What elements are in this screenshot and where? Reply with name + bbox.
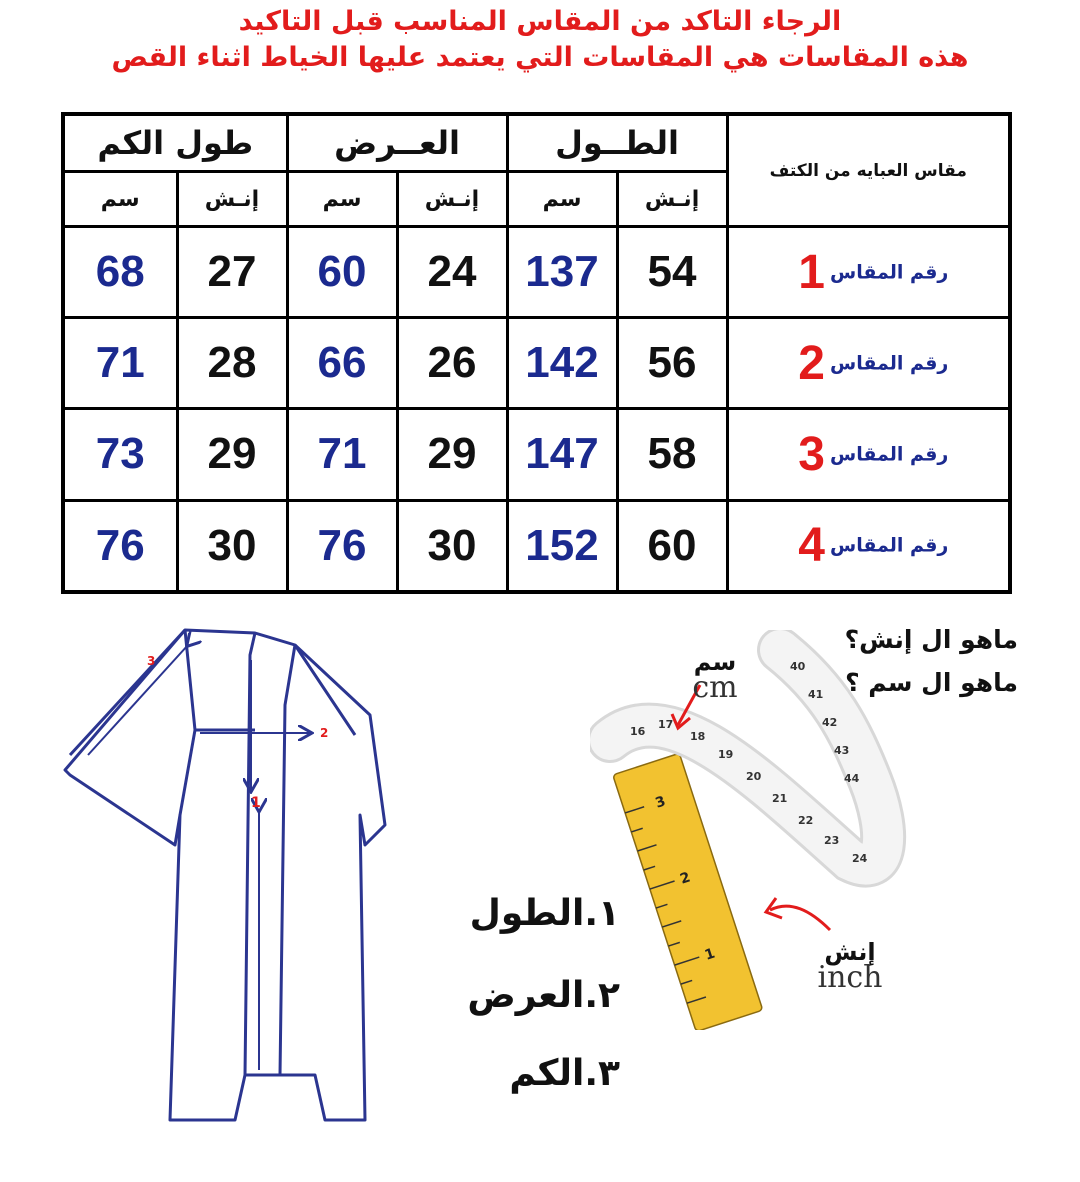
abaya-diagram	[55, 615, 445, 1135]
unit-inch: إنـش	[617, 172, 727, 227]
size-label-text: رقم المقاس	[830, 534, 949, 557]
length-cm-cell: 142	[507, 318, 617, 409]
sleeve-inch-cell: 27	[177, 227, 287, 318]
marker-1: 1	[251, 795, 261, 811]
unit-inch: إنـش	[397, 172, 507, 227]
sleeve-inch-cell: 29	[177, 409, 287, 500]
inch-label-en: inch	[817, 960, 883, 995]
size-number: 1	[798, 245, 825, 299]
unit-cm: سم	[507, 172, 617, 227]
width-inch-cell: 29	[397, 409, 507, 500]
white-tick-21: 21	[772, 792, 788, 805]
size-table	[61, 112, 1012, 594]
size-label-cell	[727, 227, 1010, 318]
length-cm-cell: 137	[507, 227, 617, 318]
size-label-text: رقم المقاس	[830, 352, 949, 375]
white-tick-41: 41	[808, 688, 824, 701]
unit-cm: سم	[287, 172, 397, 227]
question-cm: ماهو ال سم ؟	[845, 668, 1018, 697]
length-cm-cell: 147	[507, 409, 617, 500]
width-cm-cell: 60	[287, 227, 397, 318]
white-tick-16: 16	[630, 725, 646, 738]
size-label-text: رقم المقاس	[830, 261, 949, 284]
white-tick-24: 24	[852, 852, 868, 865]
header-line-1: الرجاء التاكد من المقاس المناسب قبل التاكيد	[238, 6, 842, 37]
size-number: 3	[798, 427, 825, 481]
corner-label: مقاس العبايه من الكتف	[727, 114, 1010, 227]
size-label-cell	[727, 318, 1010, 409]
size-label-cell	[727, 500, 1010, 592]
table-row	[63, 409, 1010, 500]
yellow-tick-1: 1	[702, 945, 718, 964]
header-width: العــرض	[287, 114, 507, 172]
legend-width: ٢.العرض	[467, 975, 620, 1016]
sleeve-inch-cell: 30	[177, 500, 287, 592]
width-cm-cell: 66	[287, 318, 397, 409]
yellow-tick-2: 2	[678, 869, 693, 888]
length-inch-cell: 54	[617, 227, 727, 318]
header	[0, 4, 1080, 76]
white-tick-43: 43	[834, 744, 850, 757]
width-cm-cell: 71	[287, 409, 397, 500]
abaya-outline	[65, 630, 385, 1120]
size-label-text: رقم المقاس	[830, 443, 949, 466]
white-tick-23: 23	[824, 834, 840, 847]
header-sleeve-length: طول الكم	[63, 114, 287, 172]
table-row	[63, 318, 1010, 409]
length-inch-cell: 60	[617, 500, 727, 592]
size-number: 2	[798, 336, 825, 390]
yellow-tick-3: 3	[653, 793, 668, 812]
length-inch-cell: 58	[617, 409, 727, 500]
header-line-2: هذه المقاسات هي المقاسات التي يعتمد عليها الخياط اثناء القص	[111, 42, 969, 73]
unit-cm: سم	[63, 172, 177, 227]
white-tick-40: 40	[790, 660, 806, 673]
marker-3: 3	[147, 654, 156, 668]
inch-label	[800, 938, 900, 995]
white-tick-44: 44	[844, 772, 860, 785]
size-number: 4	[798, 519, 825, 573]
width-inch-cell: 30	[397, 500, 507, 592]
width-inch-cell: 24	[397, 227, 507, 318]
cm-label	[680, 648, 750, 705]
width-cm-cell: 76	[287, 500, 397, 592]
white-tick-22: 22	[798, 814, 814, 827]
white-tick-17: 17	[658, 718, 674, 731]
length-inch-cell: 56	[617, 318, 727, 409]
sleeve-inch-cell: 28	[177, 318, 287, 409]
header-length: الطــول	[507, 114, 727, 172]
table-row	[63, 500, 1010, 592]
legend-length: ١.الطول	[469, 893, 620, 934]
cm-label-en: cm	[692, 670, 738, 705]
marker-2: 2	[320, 726, 329, 740]
cm-label-ar: سم	[693, 648, 737, 676]
white-tick-19: 19	[718, 748, 734, 761]
inch-label-ar: إنش	[824, 938, 876, 966]
legend-sleeve: ٣.الكم	[509, 1053, 620, 1094]
white-tick-20: 20	[746, 770, 762, 783]
length-cm-cell: 152	[507, 500, 617, 592]
sleeve-cm-cell: 68	[63, 227, 177, 318]
white-tick-18: 18	[690, 730, 706, 743]
sleeve-cm-cell: 76	[63, 500, 177, 592]
width-inch-cell: 26	[397, 318, 507, 409]
sleeve-cm-cell: 73	[63, 409, 177, 500]
unit-inch: إنـش	[177, 172, 287, 227]
sleeve-cm-cell: 71	[63, 318, 177, 409]
white-tick-42: 42	[822, 716, 838, 729]
table-row	[63, 227, 1010, 318]
size-label-cell	[727, 409, 1010, 500]
question-inch: ماهو ال إنش؟	[844, 625, 1018, 654]
